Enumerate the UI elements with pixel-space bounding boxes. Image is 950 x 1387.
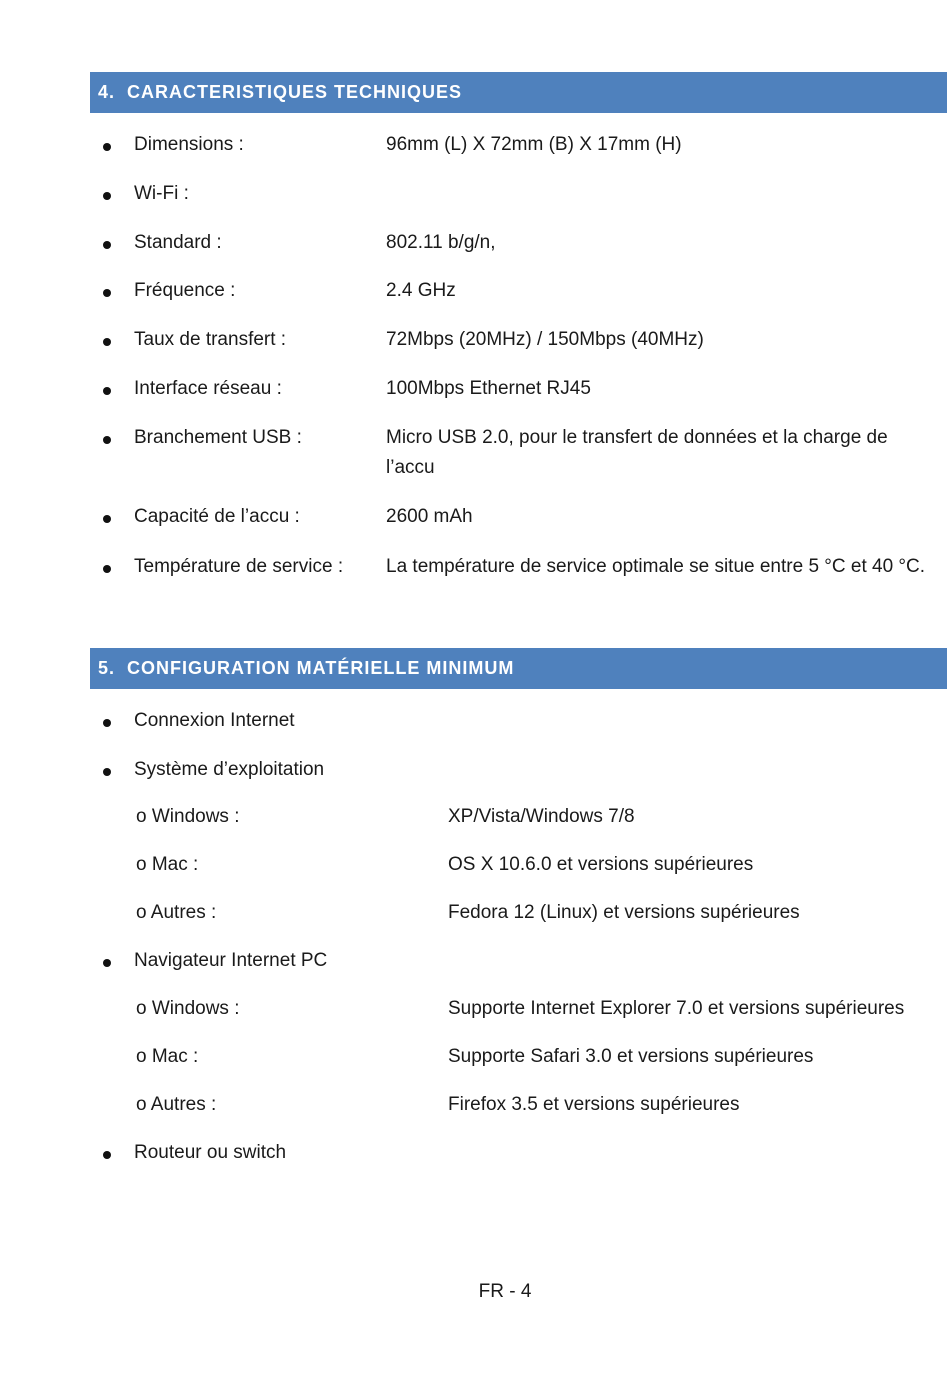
sub-value: OS X 10.6.0 et versions supérieures [448,854,754,875]
bullet-icon [103,719,111,727]
spec-label: Taux de transfert : [134,329,287,350]
sub-label: o Mac : [136,1046,199,1067]
bullet-icon [103,565,111,573]
spec-value: 802.11 b/g/n, [386,232,496,253]
bullet-icon [103,241,111,249]
bullet-icon [103,515,111,523]
sub-label: o Windows : [136,998,240,1019]
bullet-icon [103,143,111,151]
bullet-icon [103,768,111,776]
spec-value: 96mm (L) X 72mm (B) X 17mm (H) [386,134,682,155]
spec-value: 2600 mAh [386,506,473,527]
spec-label: Fréquence : [134,280,236,301]
spec-label: Interface réseau : [134,378,282,399]
spec-value: Micro USB 2.0, pour le transfert de données et la charge de l’accu [386,427,888,478]
page-number: FR - 4 [478,1281,532,1302]
req-label: Système d’exploitation [134,759,325,780]
spec-label: Dimensions : [134,134,244,155]
sub-value: Supporte Internet Explorer 7.0 et versions supérieures [448,998,905,1019]
bullet-icon [103,338,111,346]
bullet-icon [103,959,111,967]
sub-label: o Autres : [136,902,217,923]
section-header-5 [90,648,947,689]
sub-label: o Autres : [136,1094,217,1115]
section-number: 5. [98,658,116,678]
spec-label: Wi-Fi : [134,183,189,204]
spec-value: 72Mbps (20MHz) / 150Mbps (40MHz) [386,329,704,350]
section-header-4 [90,72,947,113]
spec-value: La température de service optimale se situe entre 5 °C et 40 °C. [386,556,926,577]
section-title: CARACTERISTIQUES TECHNIQUES [127,82,463,102]
bullet-icon [103,436,111,444]
spec-label: Branchement USB : [134,427,302,448]
req-label: Navigateur Internet PC [134,950,328,971]
spec-value: 2.4 GHz [386,280,456,301]
sub-label: o Windows : [136,806,240,827]
sub-label: o Mac : [136,854,199,875]
section-number: 4. [98,82,116,102]
req-label: Routeur ou switch [134,1142,287,1163]
req-label: Connexion Internet [134,710,295,731]
spec-label: Capacité de l’accu : [134,506,300,527]
sub-value: Supporte Safari 3.0 et versions supérieures [448,1046,814,1067]
section-title: CONFIGURATION MATÉRIELLE MINIMUM [127,658,515,678]
sub-value: Fedora 12 (Linux) et versions supérieures [448,902,800,923]
spec-label: Standard : [134,232,222,253]
sub-value: Firefox 3.5 et versions supérieures [448,1094,740,1115]
bullet-icon [103,387,111,395]
bullet-icon [103,1151,111,1159]
bullet-icon [103,289,111,297]
sub-value: XP/Vista/Windows 7/8 [448,806,635,827]
spec-label: Température de service : [134,556,344,577]
bullet-icon [103,192,111,200]
spec-value: 100Mbps Ethernet RJ45 [386,378,591,399]
